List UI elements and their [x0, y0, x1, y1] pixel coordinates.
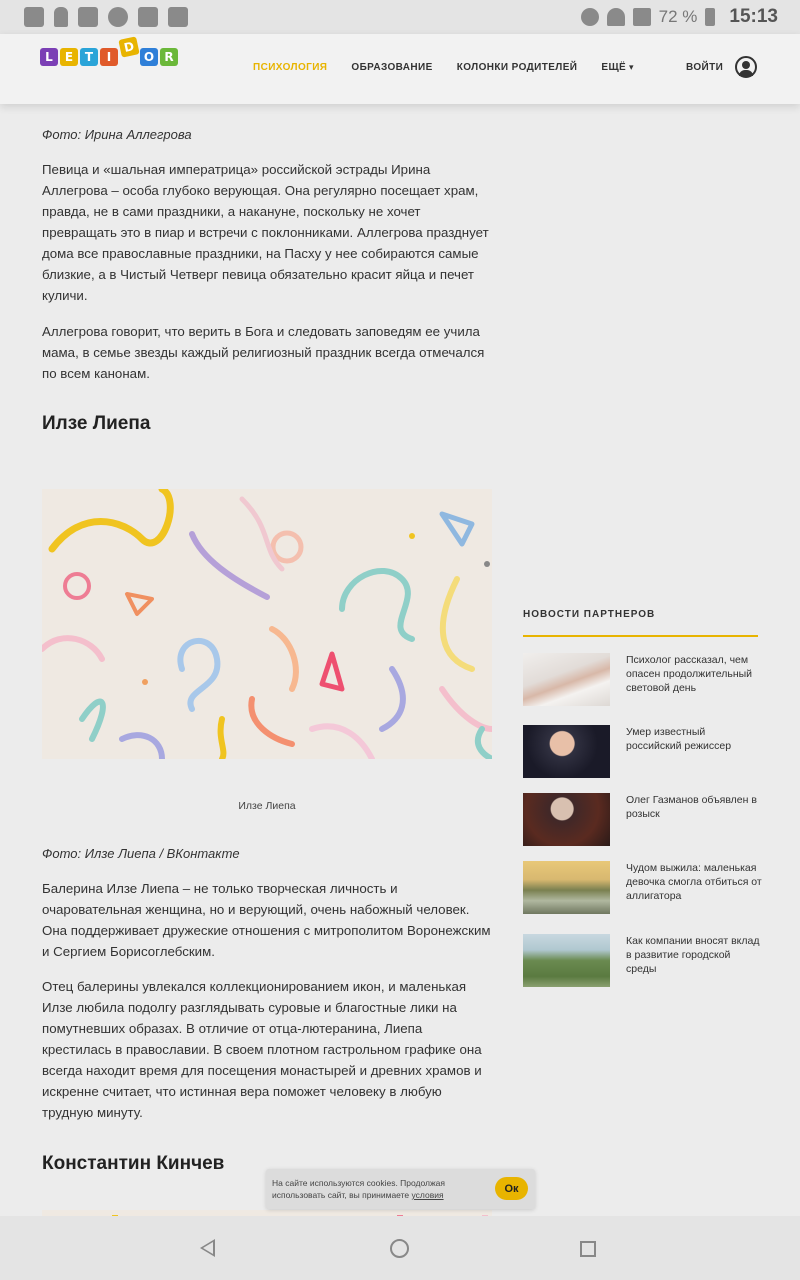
- section-heading: Илзе Лиепа: [42, 413, 151, 434]
- partner-news-thumbnail[interactable]: [523, 725, 610, 778]
- cookie-ok-button[interactable]: Ок: [495, 1177, 528, 1200]
- wifi-icon: [607, 8, 625, 26]
- cookie-banner: [266, 1169, 535, 1209]
- notification-yandex-icon: [108, 7, 128, 27]
- partner-news-title[interactable]: Психолог рассказал, чем опасен продолжительный световой день: [626, 654, 753, 694]
- notification-news-icon: [138, 7, 158, 27]
- article-paragraph: Отец балерины увлекался коллекционированием икон, и маленькая Илзе любила подолгу разглядывать суровые и благостные лики на помутневших образах. В отличие от отца-лютеранина, Лиепа крестилась в православии. В своем плотном гастрольном графике она всегда находит время для посещения монастырей и древних храмов и искренне считает, что истинная вера поможет человеку в любую трудную минуту.: [42, 979, 482, 1120]
- partners-divider: [523, 635, 758, 637]
- logo-letter: D: [118, 36, 139, 57]
- photo-credit: Фото: Илзе Лиепа / ВКонтакте: [42, 846, 240, 861]
- dnd-icon: [581, 8, 599, 26]
- partner-news-item[interactable]: [523, 725, 763, 778]
- logo-letter: R: [160, 48, 178, 66]
- system-nav-bar: [0, 1216, 800, 1280]
- nav-education[interactable]: ОБРАЗОВАНИЕ: [351, 62, 433, 73]
- partners-news-title: НОВОСТИ ПАРТНЕРОВ: [523, 609, 656, 620]
- partner-news-item[interactable]: [523, 653, 763, 706]
- partner-news-title[interactable]: Умер известный российский режиссер: [626, 726, 732, 752]
- cookie-terms-link[interactable]: условия: [411, 1190, 444, 1200]
- clock: 15:13: [729, 6, 778, 27]
- cookie-text: [272, 1177, 487, 1201]
- nav-parent-columns[interactable]: КОЛОНКИ РОДИТЕЛЕЙ: [456, 62, 578, 73]
- notification-app-icon: [24, 7, 44, 27]
- section-heading: Константин Кинчев: [42, 1153, 225, 1174]
- partner-news-thumbnail[interactable]: [523, 934, 610, 987]
- cookie-message: На сайте используются cookies. Продолжая использовать сайт, вы принимаете: [272, 1178, 446, 1200]
- partner-news-item[interactable]: [523, 793, 763, 846]
- logo-letter: O: [140, 48, 158, 66]
- nav-more-dropdown[interactable]: ЕЩЁ ▾: [601, 62, 634, 73]
- image-caption: Илзе Лиепа: [238, 800, 296, 812]
- photo-credit: Фото: Ирина Аллегрова: [42, 127, 192, 142]
- main-nav: [253, 62, 634, 73]
- article-paragraph: Певица и «шальная императрица» российской эстрады Ирина Аллегрова – особа глубоко верующая. Она регулярно посещает храм, правда, не в сами праздники, а накануне, поскольку не хочет превращать это в пиар и встречи с поклонниками. Аллегрова празднует дома все православные праздники, на Пасху у нее собираются самые близкие, а в Чистый Четверг певица обязательно красит яйца и печет куличи.: [42, 162, 489, 303]
- partner-news-thumbnail[interactable]: [523, 793, 610, 846]
- logo-letter: E: [60, 48, 78, 66]
- article-paragraph: Аллегрова говорит, что верить в Бога и следовать заповедям ее учила мама, в семье звезды каждый религиозный праздник всегда отмечался по всем канонам.: [42, 324, 485, 381]
- logo-letter: I: [100, 48, 118, 66]
- battery-percent: 72 %: [658, 7, 698, 26]
- recent-apps-icon[interactable]: [580, 1241, 596, 1257]
- logo-letter: L: [40, 48, 58, 66]
- home-icon[interactable]: [390, 1239, 409, 1258]
- article-paragraph: Балерина Илзе Лиепа – не только творческая личность и очаровательная женщина, но и верующий, очень набожный человек. Она поддерживает дружеские отношения с митрополитом Воронежским и Сергием Борисоглебским.: [42, 881, 491, 959]
- partner-news-title[interactable]: Чудом выжила: маленькая девочка смогла отбиться от аллигатора: [626, 862, 762, 902]
- user-icon[interactable]: [735, 56, 757, 78]
- login-link[interactable]: ВОЙТИ: [686, 62, 724, 73]
- no-sim-icon: [633, 8, 651, 26]
- partner-news-title[interactable]: Как компании вносят вклад в развитие городской среды: [626, 935, 760, 975]
- site-logo[interactable]: [40, 39, 178, 66]
- partner-news-item[interactable]: [523, 934, 763, 987]
- back-icon[interactable]: [200, 1239, 215, 1257]
- squiggle-pattern-image: [42, 489, 492, 759]
- article-image: [42, 489, 492, 759]
- partner-news-item[interactable]: [523, 861, 763, 914]
- nav-psychology[interactable]: ПСИХОЛОГИЯ: [253, 62, 328, 73]
- partner-news-thumbnail[interactable]: [523, 653, 610, 706]
- status-bar: [0, 0, 800, 34]
- notification-image-icon: [78, 7, 98, 27]
- site-header: [0, 34, 800, 104]
- partner-news-thumbnail[interactable]: [523, 861, 610, 914]
- partner-news-title[interactable]: Олег Газманов объявлен в розыск: [626, 794, 757, 820]
- notification-chess-icon: [54, 7, 68, 27]
- notification-news-icon-2: [168, 7, 188, 27]
- battery-icon: [705, 8, 715, 26]
- logo-letter: T: [80, 48, 98, 66]
